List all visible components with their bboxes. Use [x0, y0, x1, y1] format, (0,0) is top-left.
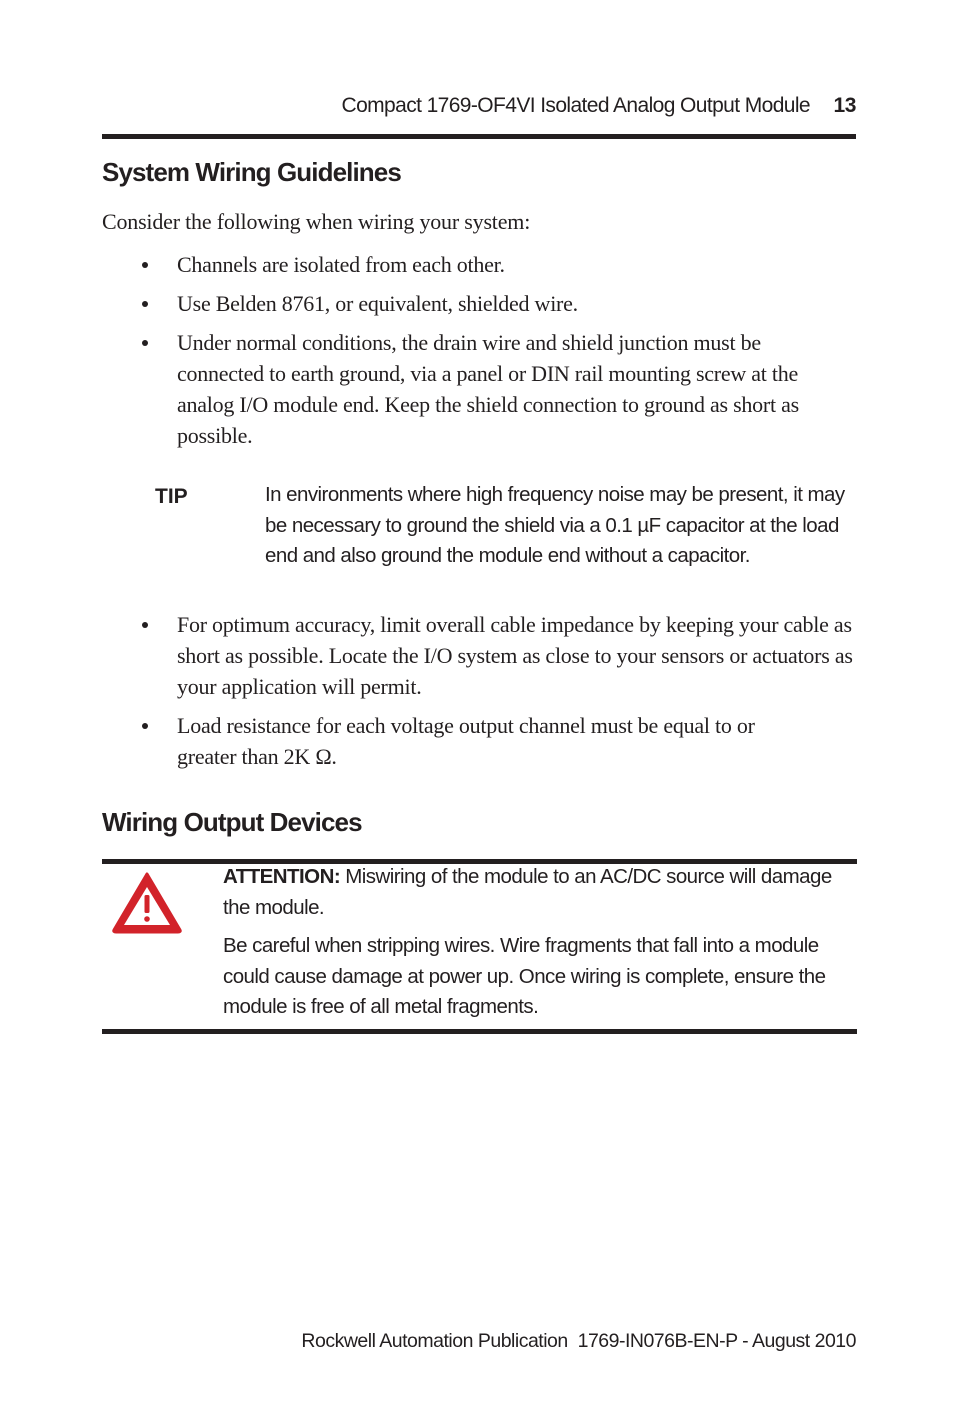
footer-publisher: Rockwell Automation Publication — [301, 1330, 568, 1352]
bullet-icon — [142, 301, 148, 307]
intro-text: Consider the following when wiring your system: — [102, 209, 531, 234]
section-heading-system-wiring: System Wiring Guidelines — [102, 157, 401, 187]
attention-text-2: Be careful when stripping wires. Wire fragments that fall into a module could cause damage at power up. Once wiring is complete, ensure the module is free of all metal fragments. — [223, 934, 826, 1018]
list-item-text: Load resistance for each voltage output channel must be equal to or greater than 2K Ω. — [177, 713, 755, 769]
header-title: Compact 1769-OF4VI Isolated Analog Output Module — [341, 94, 810, 117]
attention-body — [223, 862, 853, 1031]
list-item-text: For optimum accuracy, limit overall cable impedance by keeping your cable as short as possible. Locate the I/O system as close to your sensors or actuators as your application will permit. — [177, 612, 853, 699]
list-item — [140, 609, 856, 702]
tip-text: In environments where high frequency noise may be present, it may be necessary to ground the shield via a 0.1 µF capacitor at the load end and also ground the module end without a capacitor. — [265, 483, 845, 567]
attention-label: ATTENTION: — [223, 865, 341, 888]
bullet-list-2 — [140, 609, 856, 780]
running-header — [102, 94, 856, 124]
bullet-icon — [142, 262, 148, 268]
footer-publication: 1769-IN076B-EN-P - August 2010 — [577, 1330, 856, 1352]
list-item-text: Use Belden 8761, or equivalent, shielded wire. — [177, 291, 578, 316]
tip-label: TIP — [155, 485, 188, 508]
attention-paragraph — [223, 931, 853, 1023]
header-rule — [102, 134, 856, 139]
warning-triangle-icon — [111, 871, 183, 935]
bullet-icon — [142, 723, 148, 729]
list-item — [140, 288, 856, 319]
section-heading-wiring-output: Wiring Output Devices — [102, 807, 362, 837]
list-item-text: Channels are isolated from each other. — [177, 252, 505, 277]
list-item — [140, 327, 856, 451]
list-item — [140, 710, 856, 772]
list-item — [140, 249, 856, 280]
attention-text-1: Miswiring of the module to an AC/DC source will damage the module. — [223, 865, 832, 919]
bullet-icon — [142, 622, 148, 628]
list-item-text: Under normal conditions, the drain wire and shield junction must be connected to earth ground, via a panel or DIN rail mounting screw at the analog I/O module end. Keep the shield connection to ground as short as possible. — [177, 330, 799, 448]
bullet-icon — [142, 340, 148, 346]
page-number: 13 — [833, 94, 856, 117]
attention-paragraph — [223, 862, 853, 923]
attention-rule-bottom — [102, 1029, 857, 1034]
bullet-list-1 — [140, 249, 856, 459]
footer — [301, 1330, 856, 1353]
